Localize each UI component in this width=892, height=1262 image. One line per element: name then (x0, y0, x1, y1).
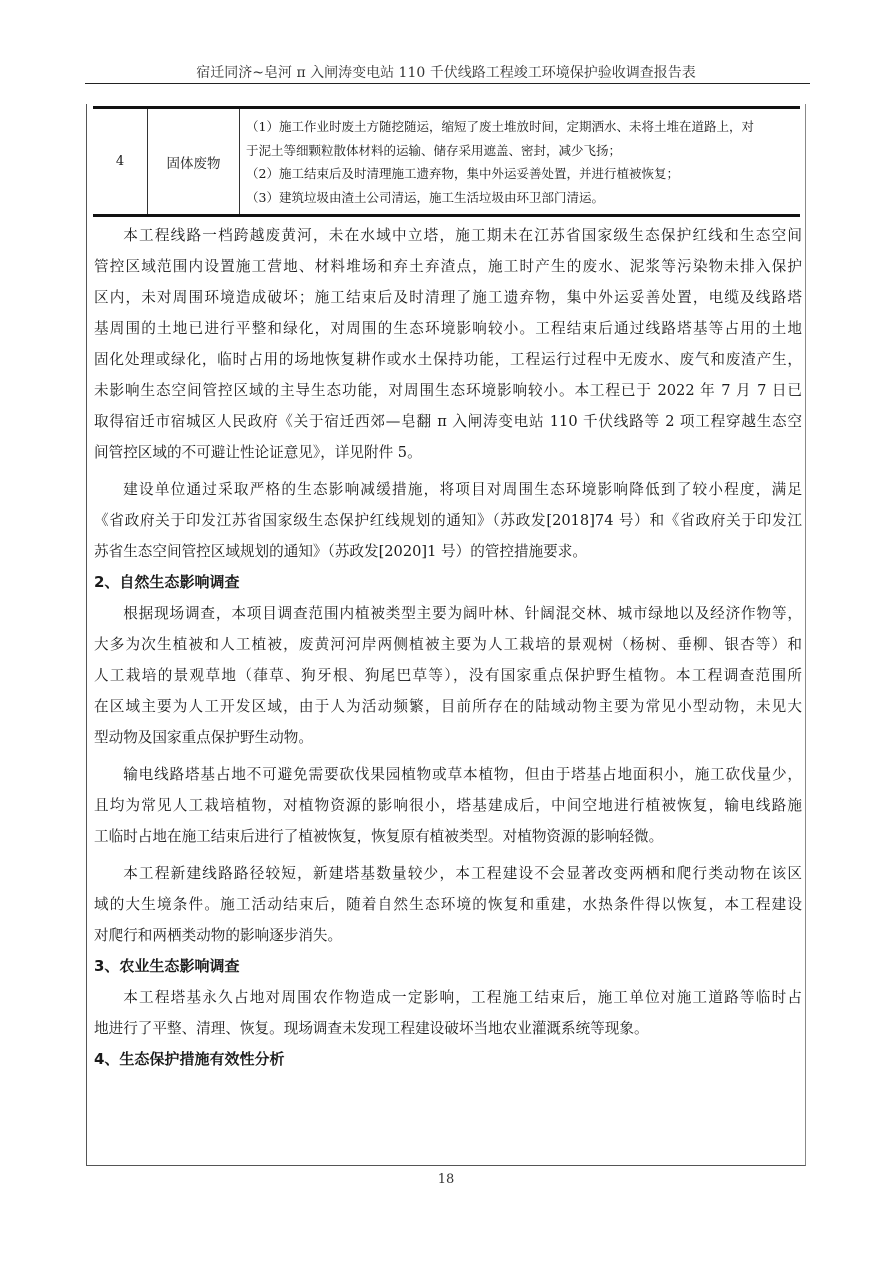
row-number-cell: 4 (93, 109, 148, 214)
text-line: 在区域主要为人工开发区域，由于人为活动频繁，目前所存在的陆域动物主要为常见小型动物，未见大 (94, 698, 802, 715)
document-header-title: 宿迁同济~皂河 π 入闸涛变电站 110 千伏线路工程竣工环境保护验收调查报告表 (196, 65, 696, 81)
paragraph-ecological-redline (94, 220, 802, 468)
section-heading-natural-ecology: 2、自然生态影响调查 (94, 573, 240, 591)
measure-line: （1）施工作业时废土方随挖随运，缩短了废土堆放时间，定期洒水、未将土堆在道路上，对 (246, 119, 754, 134)
text-line: 输电线路塔基占地不可避免需要砍伐果园植物或草本植物，但由于塔基占地面积小，施工砍伐量少， (123, 766, 802, 783)
section-heading-agricultural-ecology: 3、农业生态影响调查 (94, 957, 240, 975)
measures-cell (240, 109, 800, 214)
paragraph-mitigation (94, 474, 802, 567)
section-heading-effectiveness: 4、生态保护措施有效性分析 (94, 1050, 285, 1068)
text-line: 地进行了平整、清理、恢复。现场调查未发现工程建设破坏当地农业灌溉系统等现象。 (94, 1020, 649, 1037)
page-number: 18 (437, 1172, 455, 1187)
text-line: 区内，未对周围环境造成破坏；施工结束后及时清理了施工遗弃物，集中外运妥善处置，电缆及线路塔 (94, 289, 802, 306)
text-line: 人工栽培的景观草地（葎草、狗牙根、狗尾巴草等），没有国家重点保护野生植物。本工程调查范围所 (94, 667, 802, 684)
text-line: 工临时占地在施工结束后进行了植被恢复，恢复原有植被类型。对植物资源的影响轻微。 (94, 828, 664, 845)
text-line: 本工程新建线路路径较短，新建塔基数量较少，本工程建设不会显著改变两栖和爬行类动物在该区 (123, 865, 802, 882)
text-line: 未影响生态空间管控区域的主导生态功能，对周围生态环境影响较小。本工程已于 2022 年 7 月 7 日已 (94, 382, 802, 399)
measure-line: （2）施工结束后及时清理施工遗弃物，集中外运妥善处置，并进行植被恢复； (246, 166, 679, 181)
text-line: 建设单位通过采取严格的生态影响减缓措施，将项目对周围生态环境影响降低到了较小程度，满足 (123, 481, 802, 498)
text-line: 本工程塔基永久占地对周围农作物造成一定影响，工程施工结束后，施工单位对施工道路等临时占 (123, 989, 802, 1006)
text-line: 苏省生态空间管控区域规划的通知》（苏政发[2020]1 号）的管控措施要求。 (94, 543, 587, 560)
text-line: 固化处理或绿化，临时占用的场地恢复耕作或水土保持功能，工程运行过程中无废水、废气和废渣产生， (94, 351, 802, 368)
text-line: 大多为次生植被和人工植被，废黄河河岸两侧植被主要为人工栽培的景观树（杨树、垂柳、银杏等）和 (94, 636, 802, 653)
text-line: 《省政府关于印发江苏省国家级生态保护红线规划的通知》（苏政发[2018]74 号）和《省政府关于印发江 (94, 512, 802, 529)
text-line: 对爬行和两栖类动物的影响逐步消失。 (94, 927, 343, 944)
paragraph-tower-footprint (94, 759, 802, 852)
text-line: 本工程线路一档跨越废黄河，未在水域中立塔，施工期未在江苏省国家级生态保护红线和生态空间 (123, 227, 802, 244)
report-body (94, 220, 802, 1075)
measures-table-row (93, 106, 800, 217)
text-line: 且均为常见人工栽培植物，对植物资源的影响很小，塔基建成后，中间空地进行植被恢复，输电线路施 (94, 797, 802, 814)
measure-line: （3）建筑垃圾由渣土公司清运，施工生活垃圾由环卫部门清运。 (246, 189, 604, 205)
category-cell: 固体废物 (148, 109, 240, 214)
paragraph-amphibians (94, 858, 802, 951)
text-line: 域的大生境条件。施工活动结束后，随着自然生态环境的恢复和重建，水热条件得以恢复，本工程建设 (94, 896, 802, 913)
paragraph-vegetation (94, 598, 802, 753)
measure-line: 于泥土等细颗粒散体材料的运输、储存采用遮盖、密封，减少飞扬； (246, 142, 622, 158)
text-line: 取得宿迁市宿城区人民政府《关于宿迁西郊—皂翻 π 入闸涛变电站 110 千伏线路等 2 项工程穿越生态空 (94, 413, 802, 430)
paragraph-agriculture (94, 982, 802, 1044)
header-divider (85, 83, 810, 84)
text-line: 根据现场调查，本项目调查范围内植被类型主要为阔叶林、针阔混交林、城市绿地以及经济作物等， (123, 605, 802, 622)
text-line: 基周围的土地已进行平整和绿化，对周围的生态环境影响较小。工程结束后通过线路塔基等占用的土地 (94, 320, 802, 337)
text-line: 管控区域范围内设置施工营地、材料堆场和弃土弃渣点，施工时产生的废水、泥浆等污染物未排入保护 (94, 258, 802, 275)
text-line: 型动物及国家重点保护野生动物。 (94, 729, 313, 746)
text-line: 间管控区域的不可避让性论证意见》，详见附件 5。 (94, 444, 422, 461)
